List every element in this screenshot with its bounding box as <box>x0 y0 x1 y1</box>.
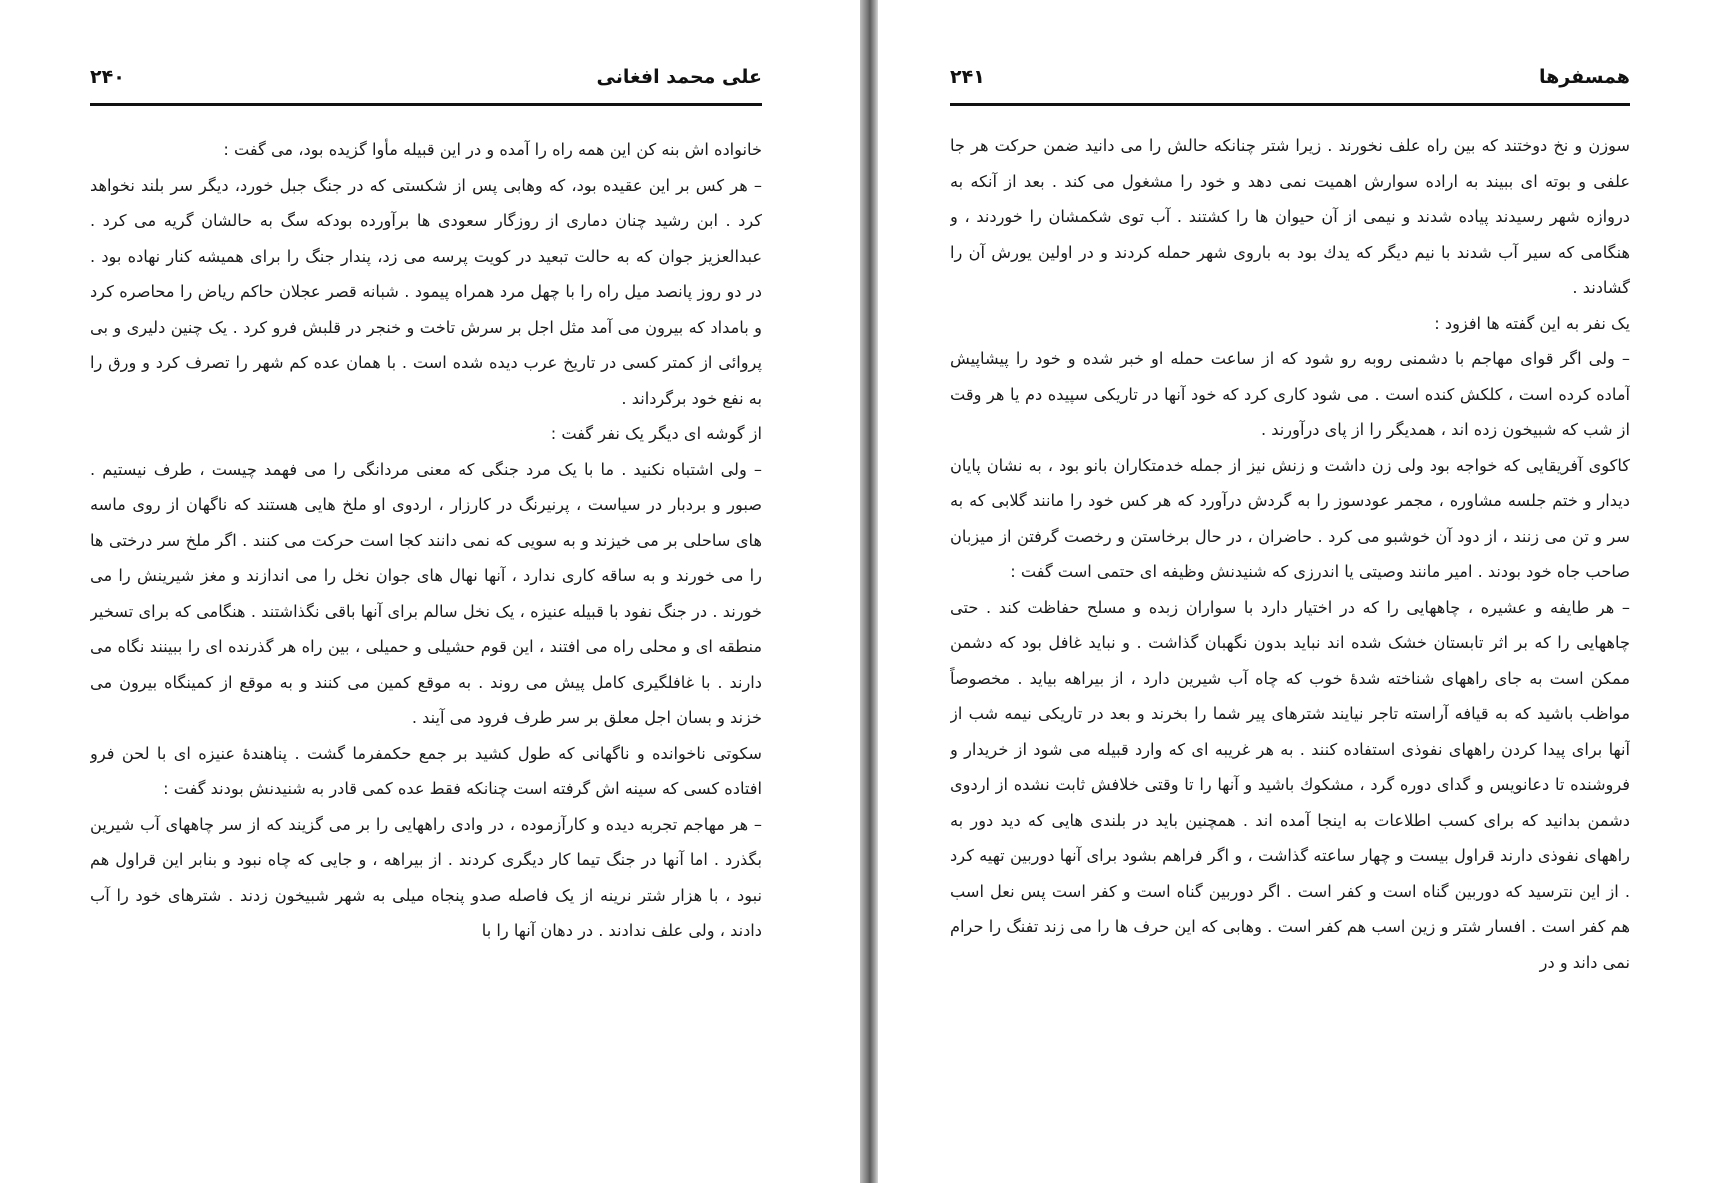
left-running-title: علی محمد افغانی <box>596 66 762 88</box>
paragraph: کاکوی آفریقایی که خواجه بود ولی زن داشت و زنش نیز از جمله خدمتکاران بانو بود ، به نشان پایان دیدار و ختم جلسه مشاوره ، مجمر عودسوز را به گردش درآورد که هر کس خود را مانند گلابی که به سر و تن می زنند ، از دود آن خوشبو می کرد . حاضران ، در حال برخاستن و رخصت گرفتن از میزبان صاحب جاه خود بودند . امیر مانند وصیتی یا اندرزی که شنیدنش وظیفه ای حتمی است گفت : <box>950 455 1630 581</box>
right-header-rule <box>950 103 1630 106</box>
right-page-header <box>950 66 1630 106</box>
paragraph: سکوتی ناخوانده و ناگهانی که طول کشید بر جمع حکمفرما گشت . پناهندهٔ عنیزه ای با لحن فرو افتاده کسی که سینه اش گرفته است چنانکه فقط عده کمی قادر به شنیدنش بودند گفت : <box>90 743 762 798</box>
left-page-number: ۲۴۰ <box>90 66 125 88</box>
right-running-title: همسفرها <box>1538 66 1630 88</box>
book-gutter <box>860 0 878 1183</box>
paragraph: یک نفر به این گفته ها افزود : <box>1434 313 1630 333</box>
left-page-header <box>90 66 762 106</box>
paragraph: – هر مهاجم تجربه دیده و کارآزموده ، در وادی راههایی را بر می گزیند که از سر چاههای آب شیرین بگذرد . اما آنها در جنگ تیما کار دیگری کردند . از بیراهه ، و جایی که چاه نبود و بنابر این قراول هم نبود ، با هزار شتر نرینه از یک فاصله صدو پنجاه میلی به شهر شبیخون زدند . شترهای خود را آب دادند ، ولی علف ندادند . در دهان آنها را با <box>90 814 762 940</box>
right-body-text <box>950 128 1630 1138</box>
left-header-rule <box>90 103 762 106</box>
right-page-number: ۲۴۱ <box>950 66 985 88</box>
paragraph: سوزن و نخ دوختند که بین راه علف نخورند . زیرا شتر چنانکه حالش را می دانید ضمن حرکت هر جا علفی و بوته ای ببیند به اراده سوارش اهمیت نمی دهد و خود را مشغول می کند . بعد از آنکه به دروازه شهر رسیدند پیاده شدند و نیمی از آن حیوان ها را کشتند . آب توی شکمشان را خوردند ، و هنگامی که سیر آب شدند با نیم دیگر که یدك بود به باروی شهر حمله کردند و در اولین یورش آن را گشادند . <box>950 136 1630 297</box>
paragraph: خانواده اش بنه کن این همه راه را آمده و در این قبیله مأوا گزیده بود، می گفت : <box>223 140 762 159</box>
paragraph: – ولی اگر قوای مهاجم با دشمنی روبه رو شود که از ساعت حمله او خبر شده و خود را پیشاپیش آماده کرده است ، کلکش کنده است . می شود کاری کرد که خود آنها در تاریکی سپیده دم یا هر وقت از شب که شبیخون زده اند ، همدیگر را از پای درآورند . <box>950 349 1630 439</box>
paragraph: – ولی اشتباه نکنید . ما با یک مرد جنگی که معنی مردانگی را می فهمد چیست ، طرف نیستیم . صبور و بردبار در سیاست ، پرنیرنگ در کارزار ، اردوی او ملخ هایی هستند که ناگهان از روی ماسه های ساحلی بر می خیزند و به سویی که نمی دانند کجا است حرکت می کنند . اگر ملخ سر درختی ها را می خورند و به ساقه کاری ندارد ، آنها نهال های جوان نخل را می اندازند و مغز شیرینش را می خورند . در جنگ نفود با قبیله عنیزه ، یک نخل سالم برای آنها باقی نگذاشتند . هنگامی که برای تسخیر منطقه ای و محلی راه می افتند ، این قوم حشیلی و حمیلی ، بین راه هر گذرنده ای را ببینند نگاه می دارند . با غافلگیری کامل پیش می روند . به موقع کمین می کنند و به موقع از کمینگاه بیرون می خزند و بسان اجل معلق بر سر طرف فرود می آیند . <box>90 459 762 727</box>
left-body-text <box>90 132 762 1142</box>
paragraph: – هر طایفه و عشیره ، چاههایی را که در اختیار دارد با سواران زبده و مسلح حفاظت کند . حتی چاههایی را که بر اثر تابستان خشک شده اند نباید بدون نگهبان گذاشت . و نباید غافل بود که دشمن ممکن است به جای راههای شناخته شدهٔ خوب که چاه آب شیرین دارد ، از بیراهه بیاید . مخصوصاً مواظب باشید که به قیافه آراسته تاجر نیایند شترهای پیر شما را بخرند و بعد در تاریکی نیمه شب از آنها برای پیدا کردن راههای نفوذی استفاده کنند . به هر غریبه ای که وارد قبیله می شود از خریدار و فروشنده تا دعانویس و گدای دوره گرد ، مشکوك باشید و آنها را تا وقتی خلافش ثابت نشده از اردوی دشمن بدانید که برای کسب اطلاعات به اینجا آمده اند . همچنین باید در بلندی هایی که دید دور به راههای نفوذی دارند قراول بیست و چهار ساعته گذاشت ، و اگر فراهم بشود برای آنها دوربین تهیه کرد . از این نترسید که دوربین گناه است و کفر است . اگر دوربین گناه است و کفر است پس نعل اسب هم کفر است . افسار شتر و زین اسب هم کفر است . وهابی که این حرف ها را می زند تفنگ را حرام نمی داند و در <box>950 597 1630 972</box>
paragraph: از گوشه ای دیگر یک نفر گفت : <box>550 424 762 443</box>
right-page <box>878 0 1717 1183</box>
paragraph: – هر کس بر این عقیده بود، که وهابی پس از شکستی که در جنگ جبل خورد، دیگر سر بلند نخواهد کرد . ابن رشید چنان دماری از روزگار سعودی ها برآورده بودکه سگ به حالشان گریه می کرد . عبدالعزیز جوان که به حالت تبعید در کویت پرسه می زد، پندار جنگ را برای همیشه کنار نهاده بود . در دو روز پانصد میل راه را با چهل مرد همراه پیمود . شبانه قصر عجلان حاکم ریاض را محاصره کرد و بامداد که بیرون می آمد مثل اجل بر سرش تاخت و خنجر در قلبش فرو کرد . یک چنین دلیری و بی پروائی از کمتر کسی در تاریخ عرب دیده شده است . با همان عده کم شهر را تصرف کرد و ورق را به نفع خود برگرداند . <box>90 175 762 408</box>
